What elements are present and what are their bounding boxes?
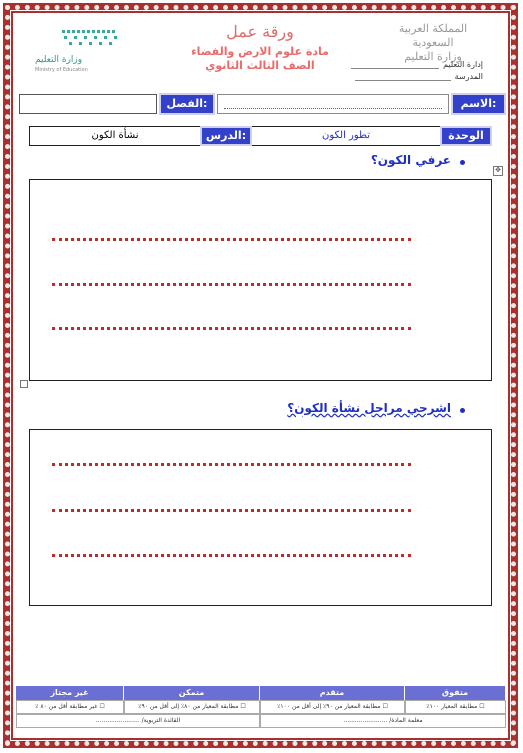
- supervisor-field[interactable]: القائدة التربوية/ .......................: [16, 714, 260, 728]
- school-label: المدرسة: [454, 72, 483, 81]
- class-input[interactable]: [19, 94, 157, 114]
- resize-handle-icon[interactable]: [20, 380, 28, 388]
- rubric-level-1-criterion[interactable]: ☐ مطابقة المعيار ١٠٠٪: [405, 700, 506, 714]
- unit-label: الوحدة: [440, 126, 492, 146]
- question-2-text: اشرحي مراحل نشأة الكون؟: [287, 401, 451, 415]
- question-1-text: عرفي الكون؟: [370, 153, 451, 167]
- worksheet-title: ورقة عمل: [226, 22, 294, 41]
- rubric-level-2-criterion[interactable]: ☐ مطابقة المعيار من ٩٠٪ إلى أقل من ١٠٠٪: [260, 700, 405, 714]
- rubric-level-2-label: متقدم: [260, 686, 405, 700]
- lesson-label: الدرس:: [200, 126, 252, 146]
- school-field: [355, 72, 483, 81]
- kingdom-logo-text: [378, 22, 488, 64]
- kingdom-line-1: المملكة العربية السعودية: [398, 22, 468, 49]
- lesson-value: نشأة الكون: [91, 130, 139, 141]
- rubric-level-4-label: غير مجتاز: [16, 686, 124, 700]
- rubric-level-3-criterion[interactable]: ☐ مطابقة المعيار من ٨٠٪ إلى أقل من ٩٠٪: [124, 700, 260, 714]
- move-handle-icon[interactable]: ✥: [493, 166, 503, 176]
- grade-name: الصف الثالث الثانوي: [205, 59, 315, 72]
- teacher-field[interactable]: معلمة المادة/ .......................: [260, 714, 506, 728]
- ministry-name-ar: وزارة التعليم: [35, 55, 83, 65]
- rubric-level-4-criterion[interactable]: ☐ غير مطابقة أقل من ٨٠ ٪: [16, 700, 124, 714]
- unit-value: تطور الكون: [321, 130, 371, 141]
- answer-box-2[interactable]: [29, 429, 492, 606]
- name-label: الاسم:: [451, 93, 506, 115]
- subject-name: مادة علوم الارض والفضاء: [191, 45, 329, 58]
- name-input[interactable]: [217, 94, 449, 114]
- class-label: الفصل:: [159, 93, 215, 115]
- kingdom-line-2: وزارة التعليم: [404, 50, 462, 63]
- question-1-bullet: [460, 160, 465, 165]
- ministry-name-en: Ministry of Education: [35, 67, 88, 73]
- ministry-logo-icon: [60, 28, 122, 50]
- rubric-level-3-label: متمكن: [124, 686, 260, 700]
- education-dept-field: [351, 60, 483, 69]
- education-dept-label: إدارة التعليم: [443, 60, 483, 69]
- rubric-table: [16, 686, 506, 732]
- answer-box-1[interactable]: [29, 179, 492, 381]
- rubric-level-1-label: متفوق: [405, 686, 506, 700]
- worksheet-subtitle: [170, 45, 350, 73]
- question-2-bullet: [460, 408, 465, 413]
